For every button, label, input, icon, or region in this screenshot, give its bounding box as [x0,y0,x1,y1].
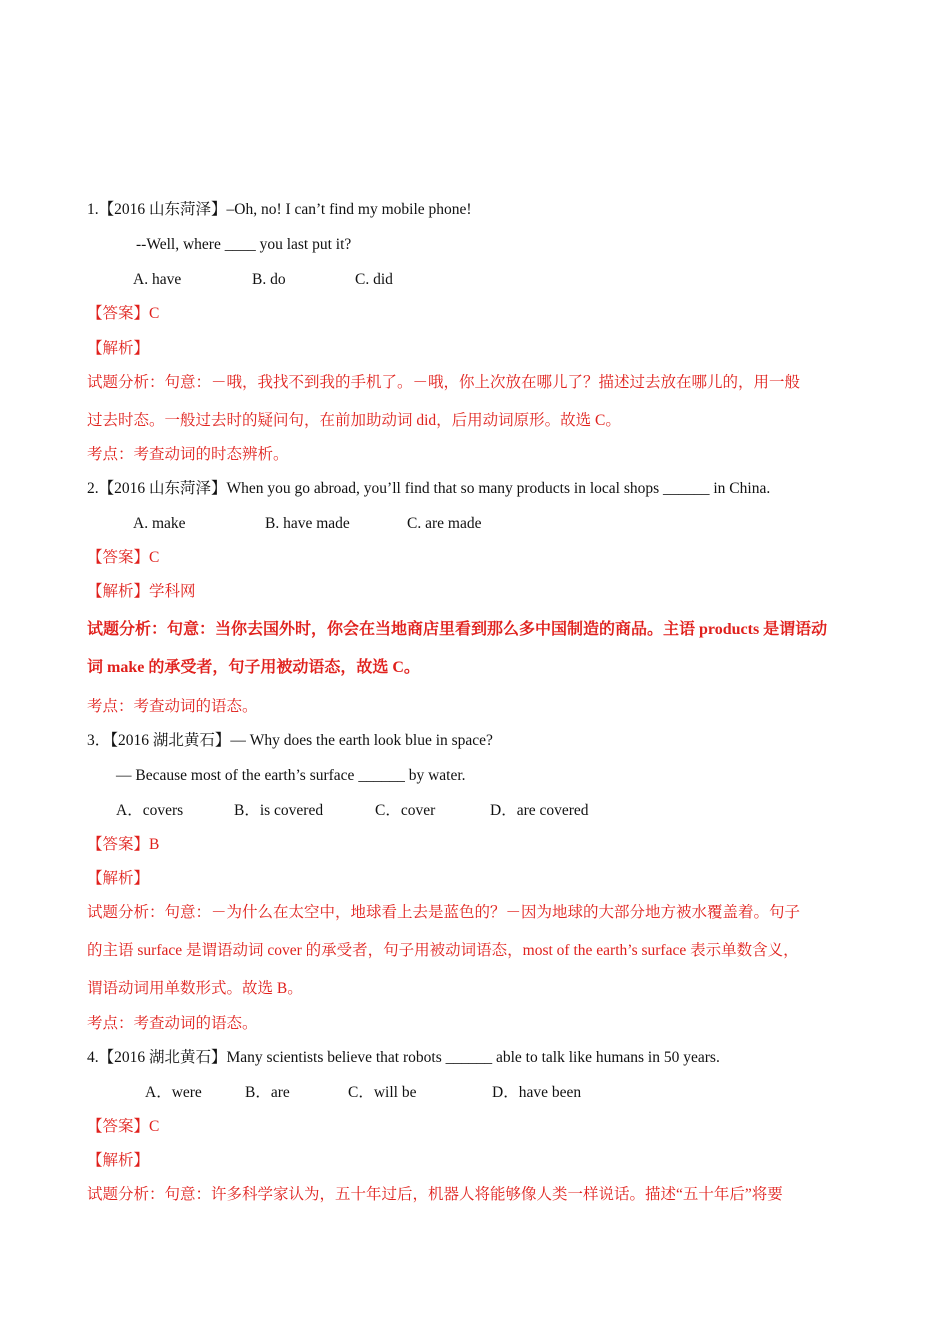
question-2-analysis-line-2: 词 make 的承受者，句子用被动语态，故选 C。 [87,659,420,676]
question-3-option-b: B．is covered [234,802,324,819]
question-4-option-d: D．have been [492,1084,582,1101]
question-2-analysis-heading: 【解析】学科网 [87,583,196,600]
question-3-point: 考点：考查动词的语态。 [87,1015,258,1032]
question-2-option-b: B. have made [265,515,350,532]
question-1-option-b: B. do [252,271,286,288]
question-2-option-c: C. are made [407,515,482,532]
question-4-option-a: A．were [145,1084,202,1101]
question-1-option-c: C. did [355,271,393,288]
question-4-analysis-line-1: 试题分析：句意：许多科学家认为，五十年过后，机器人将能够像人类一样说话。描述“五十年后”将要 [87,1186,783,1203]
question-4-answer: 【答案】C [87,1118,160,1135]
question-2-answer: 【答案】C [87,549,160,566]
question-1-stem-reply: --Well, where ____ you last put it? [136,236,352,253]
question-3-answer: 【答案】B [87,836,160,853]
question-4-stem: 4.【2016 湖北黄石】Many scientists believe that robots ______ able to talk like humans in 50 years. [87,1049,720,1066]
question-1-option-a: A. have [133,271,182,288]
question-3-analysis-line-2: 的主语 surface 是谓语动词 cover 的承受者，句子用被动词语态，most of the earth’s surface 表示单数含义， [87,942,799,959]
question-1-analysis-line-1: 试题分析：句意：－哦，我找不到我的手机了。－哦，你上次放在哪儿了？描述过去放在哪儿的，用一般 [87,374,801,391]
question-2-stem: 2.【2016 山东菏泽】When you go abroad, you’ll find that so many products in local shops ______ in China. [87,480,771,497]
question-1-stem: 1.【2016 山东菏泽】–Oh, no! I can’t find my mobile phone! [87,201,472,218]
question-3-option-c: C．cover [375,802,436,819]
question-3-analysis-line-3: 谓语动词用单数形式。故选 B。 [87,980,303,997]
question-1-point: 考点：考查动词的时态辨析。 [87,446,289,463]
question-4-option-b: B．are [245,1084,290,1101]
question-3-option-a: A．covers [116,802,184,819]
question-1-answer: 【答案】C [87,305,160,322]
question-3-analysis-heading: 【解析】 [87,870,150,887]
question-3-option-d: D．are covered [490,802,589,819]
question-2-option-a: A. make [133,515,186,532]
question-3-stem: 3．【2016 湖北黄石】— Why does the earth look blue in space? [87,732,493,749]
question-2-analysis-line-1: 试题分析：句意：当你去国外时，你会在当地商店里看到那么多中国制造的商品。主语 products 是谓语动 [87,621,828,638]
question-3-analysis-line-1: 试题分析：句意：－为什么在太空中，地球看上去是蓝色的？－因为地球的大部分地方被水覆盖着。句子 [87,904,801,921]
question-3-stem-reply: — Because most of the earth’s surface ______ by water. [116,767,466,784]
question-2-point: 考点：考查动词的语态。 [87,698,258,715]
question-1-analysis-heading: 【解析】 [87,340,150,357]
question-4-option-c: C．will be [348,1084,417,1101]
question-4-analysis-heading: 【解析】 [87,1152,150,1169]
question-1-analysis-line-2: 过去时态。一般过去时的疑问句，在前加助动词 did，后用动词原形。故选 C。 [87,412,621,429]
